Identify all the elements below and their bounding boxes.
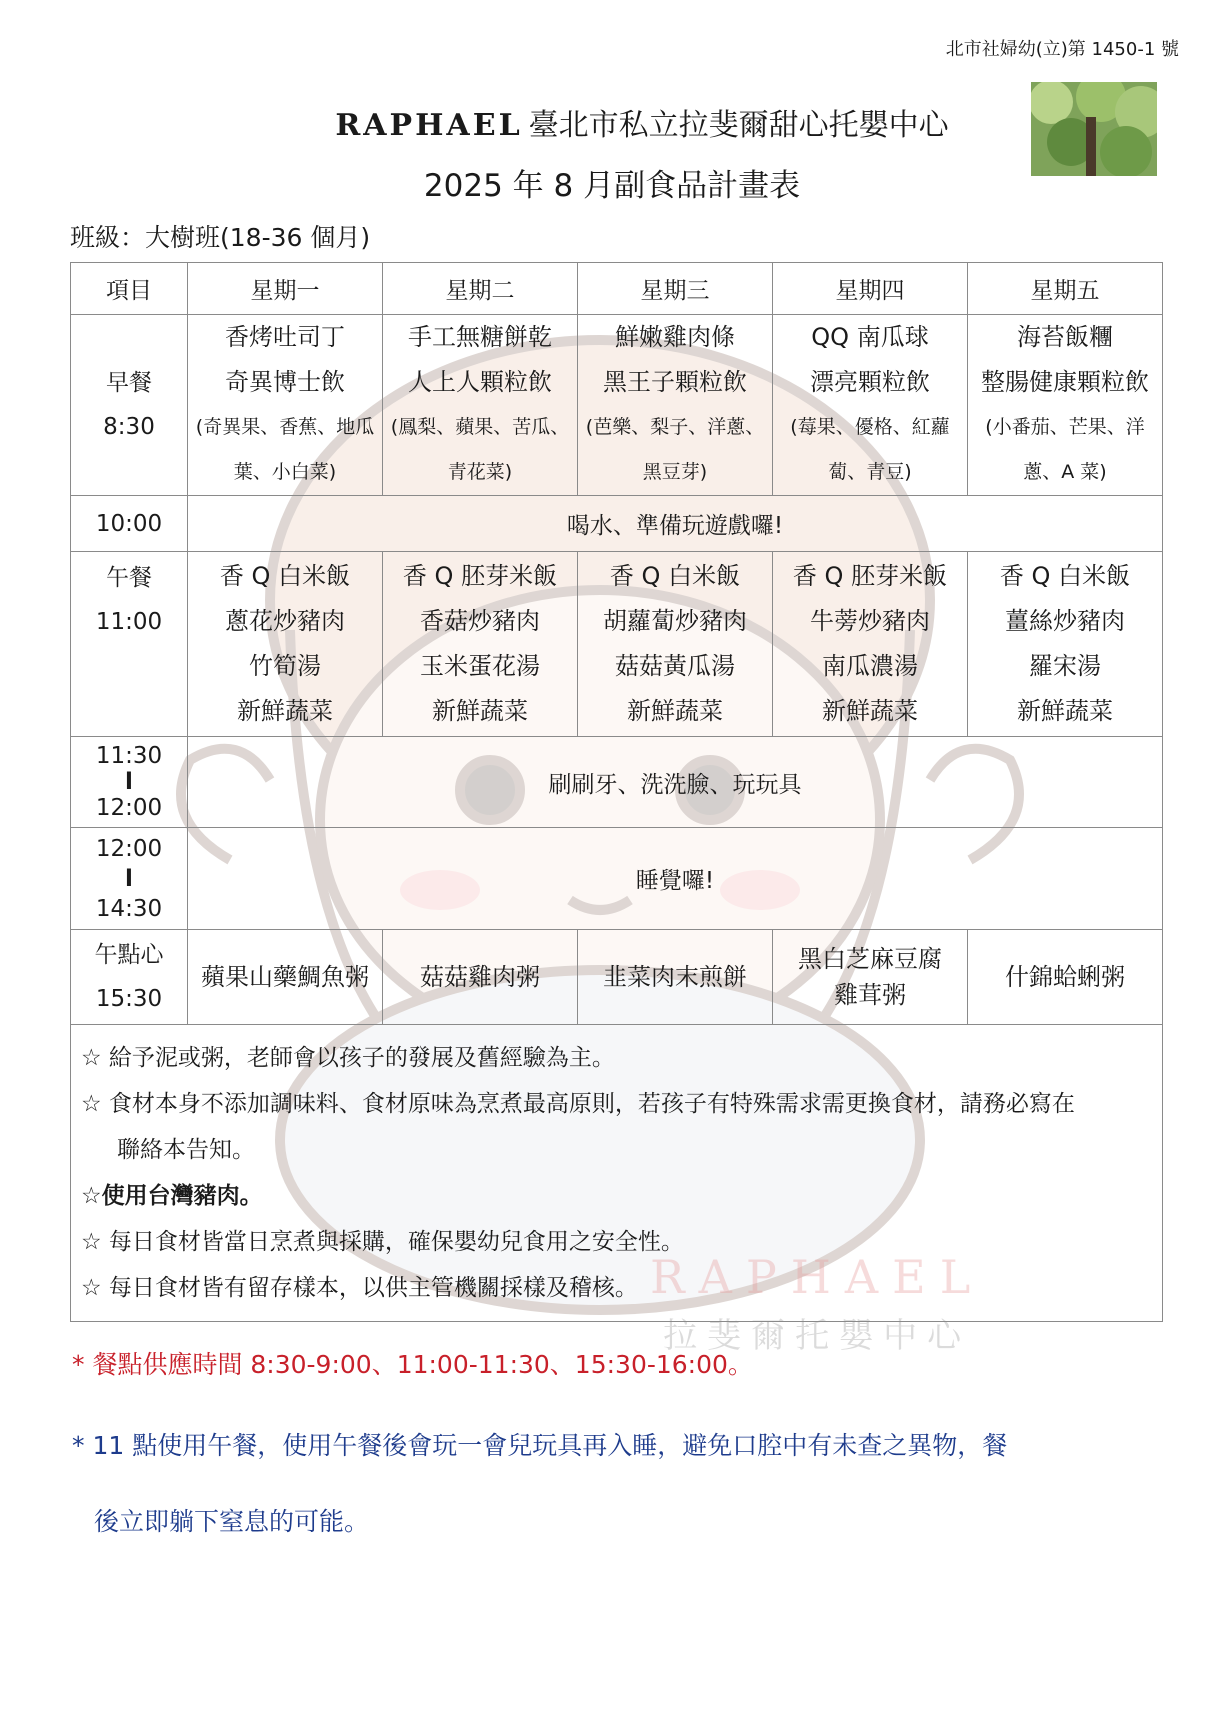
menu-item: 香烤吐司丁 bbox=[225, 323, 345, 351]
breakfast-label: 早餐 bbox=[106, 370, 152, 396]
brand-name: RAPHAEL bbox=[335, 108, 523, 143]
lunch-nap-note-line1: * 11 點使用午餐，使用午餐後會玩一會兒玩具再入睡，避免口腔中有未查之異物，餐 bbox=[72, 1431, 1008, 1460]
header-monday: 星期一 bbox=[188, 263, 383, 315]
lunch-time: 11:00 bbox=[95, 609, 163, 635]
breakfast-tuesday bbox=[383, 315, 578, 496]
menu-item: 香 Q 白米飯 bbox=[999, 562, 1131, 590]
menu-item: 香 Q 胚芽米飯 bbox=[402, 562, 558, 590]
menu-item: 鮮嫩雞肉條 bbox=[615, 323, 735, 351]
serving-time-note: * 餐點供應時間 8:30-9:00、11:00-11:30、15:30-16:00。 bbox=[72, 1350, 753, 1379]
snack-label-cell bbox=[71, 930, 188, 1025]
menu-item: 香 Q 白米飯 bbox=[219, 562, 351, 590]
menu-item: QQ 南瓜球 bbox=[811, 323, 929, 351]
menu-item: 羅宋湯 bbox=[1029, 652, 1101, 680]
ingredients: (奇異果、香蕉、地瓜 bbox=[195, 416, 375, 438]
menu-item: 黑王子顆粒飲 bbox=[603, 368, 747, 396]
ingredients: (芭樂、梨子、洋蔥、 bbox=[585, 416, 765, 438]
menu-item: 手工無糖餅乾 bbox=[408, 323, 552, 351]
breakfast-row bbox=[71, 315, 1163, 496]
nap-time-dash: l bbox=[125, 865, 133, 892]
note-item: ☆使用台灣豬肉。 bbox=[81, 1183, 263, 1209]
menu-item: 玉米蛋花湯 bbox=[420, 652, 540, 680]
menu-item: 什錦蛤蜊粥 bbox=[1005, 962, 1125, 991]
lunch-monday bbox=[188, 552, 383, 737]
menu-item: 香菇炒豬肉 bbox=[420, 607, 540, 635]
nap-activity: 睡覺囉! bbox=[188, 828, 1163, 930]
center-name: 臺北市私立拉斐爾甜心托嬰中心 bbox=[528, 108, 949, 143]
lunch-nap-note bbox=[72, 1408, 1007, 1560]
class-label: 班級：大樹班(18-36 個月) bbox=[70, 223, 371, 252]
plan-title: 2025 年 8 月副食品計畫表 bbox=[423, 168, 801, 204]
breakfast-thursday bbox=[773, 315, 968, 496]
menu-item: 蘋果山藥鯛魚粥 bbox=[201, 962, 369, 991]
menu-item: 南瓜濃湯 bbox=[822, 652, 918, 680]
menu-item: 海苔飯糰 bbox=[1017, 323, 1113, 351]
breakfast-label-cell bbox=[71, 315, 188, 496]
menu-item: 雞茸粥 bbox=[834, 981, 906, 1009]
brush-time-end: 12:00 bbox=[95, 795, 163, 821]
snack-row bbox=[71, 930, 1163, 1025]
snack-time: 15:30 bbox=[95, 986, 163, 1012]
note-item: ☆ 每日食材皆有留存樣本，以供主管機關採樣及稽核。 bbox=[81, 1275, 638, 1301]
ten-row bbox=[71, 496, 1163, 552]
lunch-label: 午餐 bbox=[106, 565, 152, 591]
nap-row bbox=[71, 828, 1163, 930]
note-item: 聯絡本告知。 bbox=[117, 1137, 255, 1163]
menu-item: 新鮮蔬菜 bbox=[1017, 697, 1113, 725]
ingredients: (莓果、優格、紅蘿 bbox=[790, 416, 950, 438]
snack-wednesday bbox=[578, 930, 773, 1025]
menu-item: 黑白芝麻豆腐 bbox=[798, 945, 942, 973]
brush-row bbox=[71, 737, 1163, 828]
ingredients: 青花菜) bbox=[447, 461, 513, 483]
menu-item: 菇菇雞肉粥 bbox=[420, 962, 540, 991]
notes-cell bbox=[71, 1025, 1163, 1322]
header-tuesday: 星期二 bbox=[383, 263, 578, 315]
breakfast-time: 8:30 bbox=[103, 414, 155, 440]
ingredients: (鳳梨、蘋果、苦瓜、 bbox=[390, 416, 570, 438]
menu-item: 新鮮蔬菜 bbox=[432, 697, 528, 725]
ingredients: 蔔、青豆) bbox=[828, 461, 912, 483]
menu-item: 香 Q 白米飯 bbox=[609, 562, 741, 590]
lunch-friday bbox=[968, 552, 1163, 737]
ten-activity: 喝水、準備玩遊戲囉! bbox=[188, 496, 1163, 552]
lunch-nap-note-line2: 後立即躺下窒息的可能。 bbox=[94, 1507, 370, 1536]
menu-item: 薑絲炒豬肉 bbox=[1005, 607, 1125, 635]
menu-item: 新鮮蔬菜 bbox=[627, 697, 723, 725]
menu-item: 新鮮蔬菜 bbox=[237, 697, 333, 725]
lunch-tuesday bbox=[383, 552, 578, 737]
notes-row bbox=[71, 1025, 1163, 1322]
ingredients: (小番茄、芒果、洋 bbox=[985, 416, 1145, 438]
breakfast-wednesday bbox=[578, 315, 773, 496]
brush-time-start: 11:30 bbox=[95, 743, 163, 769]
menu-item: 胡蘿蔔炒豬肉 bbox=[603, 607, 747, 635]
snack-thursday bbox=[773, 930, 968, 1025]
menu-item: 新鮮蔬菜 bbox=[822, 697, 918, 725]
menu-item: 韭菜肉末煎餅 bbox=[603, 962, 747, 991]
menu-item: 蔥花炒豬肉 bbox=[225, 607, 345, 635]
breakfast-monday bbox=[188, 315, 383, 496]
snack-monday bbox=[188, 930, 383, 1025]
snack-label: 午點心 bbox=[94, 942, 164, 968]
lunch-wednesday bbox=[578, 552, 773, 737]
ten-time: 10:00 bbox=[71, 496, 188, 552]
nap-time-end: 14:30 bbox=[95, 895, 163, 922]
lunch-thursday bbox=[773, 552, 968, 737]
snack-tuesday bbox=[383, 930, 578, 1025]
ingredients: 黑豆芽) bbox=[642, 461, 708, 483]
nap-time-cell bbox=[71, 828, 188, 930]
nap-time-start: 12:00 bbox=[95, 835, 163, 862]
header-wednesday: 星期三 bbox=[578, 263, 773, 315]
brush-time-cell bbox=[71, 737, 188, 828]
brush-time-dash: l bbox=[125, 769, 133, 795]
ingredients: 蔥、A 菜) bbox=[1023, 461, 1107, 483]
header-thursday: 星期四 bbox=[773, 263, 968, 315]
menu-table bbox=[70, 262, 1163, 1322]
menu-item: 牛蒡炒豬肉 bbox=[810, 607, 930, 635]
menu-item: 奇異博士飲 bbox=[225, 368, 345, 396]
brush-activity: 刷刷牙、洗洗臉、玩玩具 bbox=[188, 737, 1163, 828]
license-number: 北市社婦幼(立)第 1450-1 號 bbox=[945, 39, 1179, 60]
menu-item: 菇菇黃瓜湯 bbox=[615, 652, 735, 680]
note-item: ☆ 食材本身不添加調味料、食材原味為烹煮最高原則，若孩子有特殊需求需更換食材，請務必寫在 bbox=[81, 1091, 1075, 1117]
menu-item: 竹筍湯 bbox=[249, 652, 321, 680]
header-item: 項目 bbox=[71, 263, 188, 315]
snack-friday bbox=[968, 930, 1163, 1025]
breakfast-friday bbox=[968, 315, 1163, 496]
menu-item: 香 Q 胚芽米飯 bbox=[792, 562, 948, 590]
header-friday: 星期五 bbox=[968, 263, 1163, 315]
watermark-brand: RAPHAEL bbox=[650, 1250, 985, 1304]
lunch-row bbox=[71, 552, 1163, 737]
note-item: ☆ 給予泥或粥，老師會以孩子的發展及舊經驗為主。 bbox=[81, 1045, 615, 1071]
watermark-name: 拉斐爾托嬰中心 bbox=[663, 1316, 972, 1356]
menu-item: 人上人顆粒飲 bbox=[408, 368, 552, 396]
header-row bbox=[71, 263, 1163, 315]
note-item: ☆ 每日食材皆當日烹煮與採購，確保嬰幼兒食用之安全性。 bbox=[81, 1229, 684, 1255]
menu-item: 漂亮顆粒飲 bbox=[810, 368, 930, 396]
center-title bbox=[30, 100, 1224, 144]
lunch-label-cell bbox=[71, 552, 188, 737]
menu-item: 整腸健康顆粒飲 bbox=[981, 368, 1149, 396]
ingredients: 葉、小白菜) bbox=[233, 461, 337, 483]
